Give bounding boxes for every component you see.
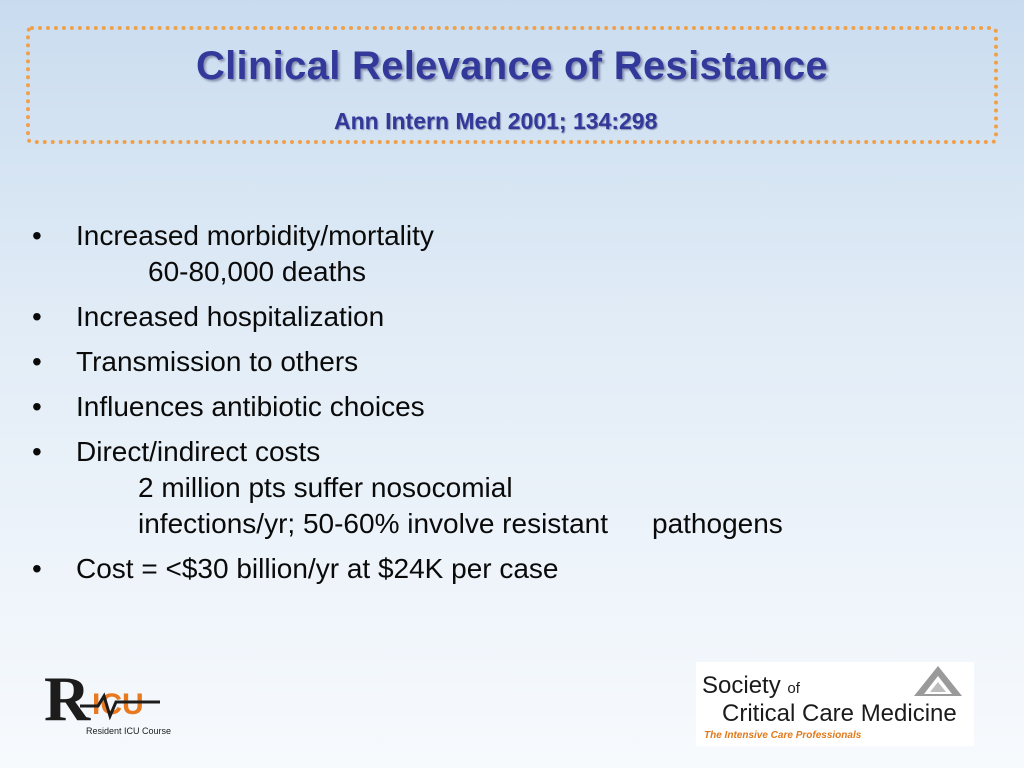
- title-box: [26, 26, 998, 144]
- sccm-society: Society: [702, 672, 781, 699]
- ricu-logo-icu: ICU: [92, 688, 144, 721]
- bullet-icon: •: [32, 220, 42, 251]
- sccm-tagline: The Intensive Care Professionals: [704, 730, 862, 741]
- bullet-subtext-line: [76, 506, 988, 542]
- slide-subtitle: Ann Intern Med 2001; 134:298: [334, 108, 658, 134]
- ricu-logo-r: R: [44, 663, 91, 734]
- slide-title: Clinical Relevance of Resistance: [195, 44, 829, 88]
- sccm-logo: [696, 662, 974, 746]
- bullet-subtext-a: infections/yr; 50-60% involve resistant: [138, 508, 608, 539]
- sccm-of: of: [787, 680, 800, 697]
- bullet-item: [28, 344, 988, 380]
- bullet-icon: •: [32, 301, 42, 332]
- bullet-text: Direct/indirect costs: [76, 436, 321, 467]
- bullet-icon: •: [32, 391, 42, 422]
- bullet-text: Influences antibiotic choices: [76, 391, 425, 422]
- bullet-list: [28, 218, 988, 596]
- bullet-subtext-b: pathogens: [652, 508, 783, 539]
- bullet-subtext: 2 million pts suffer nosocomial: [138, 472, 513, 503]
- bullet-text: Increased morbidity/mortality: [76, 220, 434, 251]
- ricu-logo: [40, 662, 180, 742]
- bullet-icon: •: [32, 436, 42, 467]
- bullet-item: [28, 218, 988, 290]
- bullet-icon: •: [32, 346, 42, 377]
- bullet-icon: •: [32, 553, 42, 584]
- bullet-item: [28, 551, 988, 587]
- sccm-name: Critical Care Medicine: [722, 700, 957, 727]
- bullet-item: [28, 389, 988, 425]
- bullet-text: Increased hospitalization: [76, 301, 385, 332]
- sccm-triangle-icon: [910, 664, 966, 700]
- bullet-subtext: 60-80,000 deaths: [148, 256, 366, 287]
- bullet-item: [28, 434, 988, 542]
- bullet-text: Transmission to others: [76, 346, 359, 377]
- bullet-item: [28, 299, 988, 335]
- ricu-logo-caption: Resident ICU Course: [86, 726, 172, 736]
- bullet-text: Cost = <$30 billion/yr at $24K per case: [76, 553, 559, 584]
